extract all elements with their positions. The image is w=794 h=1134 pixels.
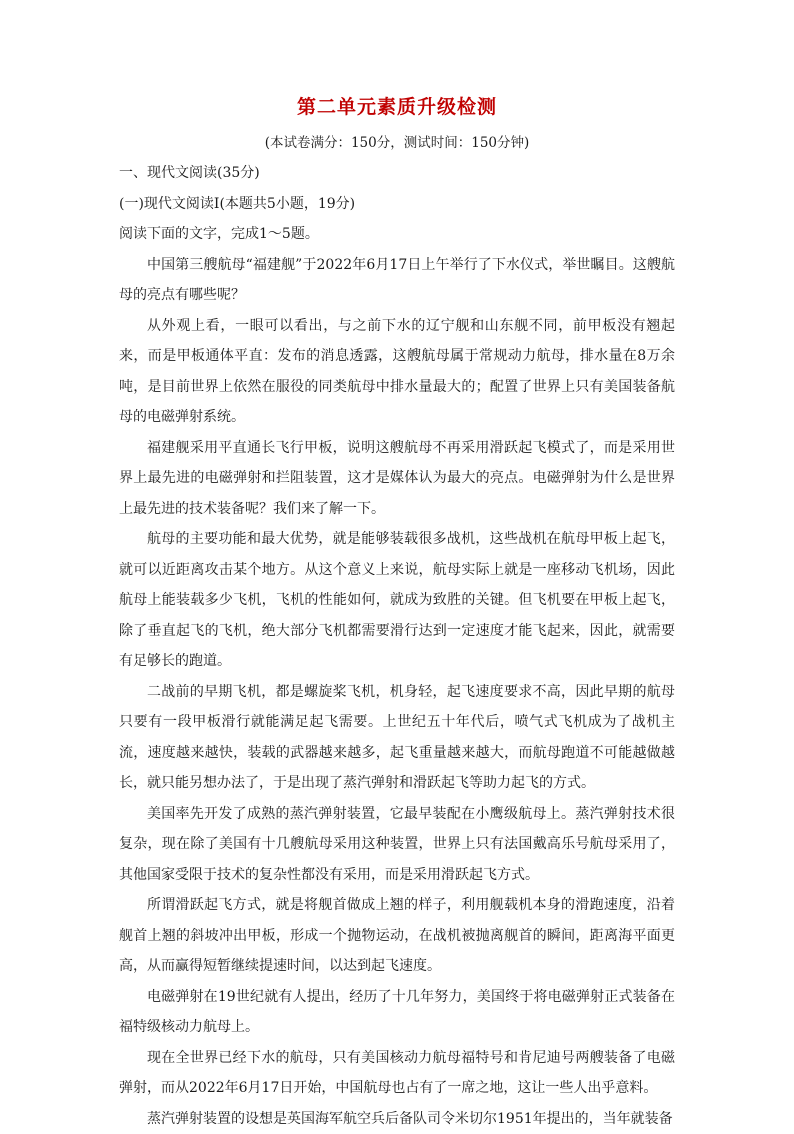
paragraph: 美国率先开发了成熟的蒸汽弹射装置，它最早装配在小鹰级航母上。蒸汽弹射技术很复杂，现在除了美国有十几艘航母采用这种装置，世界上只有法国戴高乐号航母采用了，其他国家受限于技术的复杂性都没有采用，而是采用滑跃起飞方式。 <box>119 799 675 891</box>
paragraph: 福建舰采用平直通长飞行甲板，说明这艘航母不再采用滑跃起飞模式了，而是采用世界上最先进的电磁弹射和拦阻装置，这才是媒体认为最大的亮点。电磁弹射为什么是世界上最先进的技术装备呢？我们来了解一下。 <box>119 433 675 525</box>
section-heading: 一、现代文阅读(35分) <box>119 158 675 189</box>
paragraph: 电磁弹射在19世纪就有人提出，经历了十几年努力，美国终于将电磁弹射正式装备在福特级核动力航母上。 <box>119 982 675 1043</box>
paragraph: 从外观上看，一眼可以看出，与之前下水的辽宁舰和山东舰不同，前甲板没有翘起来，而是甲板通体平直：发布的消息透露，这艘航母属于常规动力航母，排水量在8万余吨，是目前世界上依然在服役的同类航母中排水量最大的；配置了世界上只有美国装备航母的电磁弹射系统。 <box>119 311 675 433</box>
paragraph: 蒸汽弹射装置的设想是英国海军航空兵后备队司令米切尔1951年提出的，当年就装备 <box>119 1104 675 1134</box>
reading-instruction: 阅读下面的文字，完成1～5题。 <box>119 219 675 250</box>
paragraph: 现在全世界已经下水的航母，只有美国核动力航母福特号和肯尼迪号两艘装备了电磁弹射，而从2022年6月17日开始，中国航母也占有了一席之地，这让一些人出乎意料。 <box>119 1043 675 1104</box>
paragraph: 二战前的早期飞机，都是螺旋桨飞机，机身轻，起飞速度要求不高，因此早期的航母只要有一段甲板滑行就能满足起飞需要。上世纪五十年代后，喷气式飞机成为了战机主流，速度越来越快，装载的武器越来越多，起飞重量越来越大，而航母跑道不可能越做越长，就只能另想办法了，于是出现了蒸汽弹射和滑跃起飞等助力起飞的方式。 <box>119 677 675 799</box>
paragraph: 航母的主要功能和最大优势，就是能够装载很多战机，这些战机在航母甲板上起飞，就可以近距离攻击某个地方。从这个意义上来说，航母实际上就是一座移动飞机场，因此航母上能装载多少飞机，飞机的性能如何，就成为致胜的关键。但飞机要在甲板上起飞，除了垂直起飞的飞机，绝大部分飞机都需要滑行达到一定速度才能飞起来，因此，就需要有足够长的跑道。 <box>119 524 675 677</box>
document-title: 第二单元素质升级检测 <box>119 92 675 122</box>
paragraph: 中国第三艘航母“福建舰”于2022年6月17日上午举行了下水仪式，举世瞩目。这艘航母的亮点有哪些呢？ <box>119 250 675 311</box>
exam-info: (本试卷满分：150分，测试时间：150分钟) <box>119 128 675 158</box>
paragraph: 所谓滑跃起飞方式，就是将舰首做成上翘的样子，利用舰载机本身的滑跑速度，沿着舰首上翘的斜坡冲出甲板，形成一个抛物运动，在战机被抛离舰首的瞬间，距离海平面更高，从而赢得短暂继续提速时间，以达到起飞速度。 <box>119 890 675 982</box>
document-page <box>119 92 675 1134</box>
subsection-heading: (一)现代文阅读Ⅰ(本题共5小题，19分) <box>119 189 675 220</box>
